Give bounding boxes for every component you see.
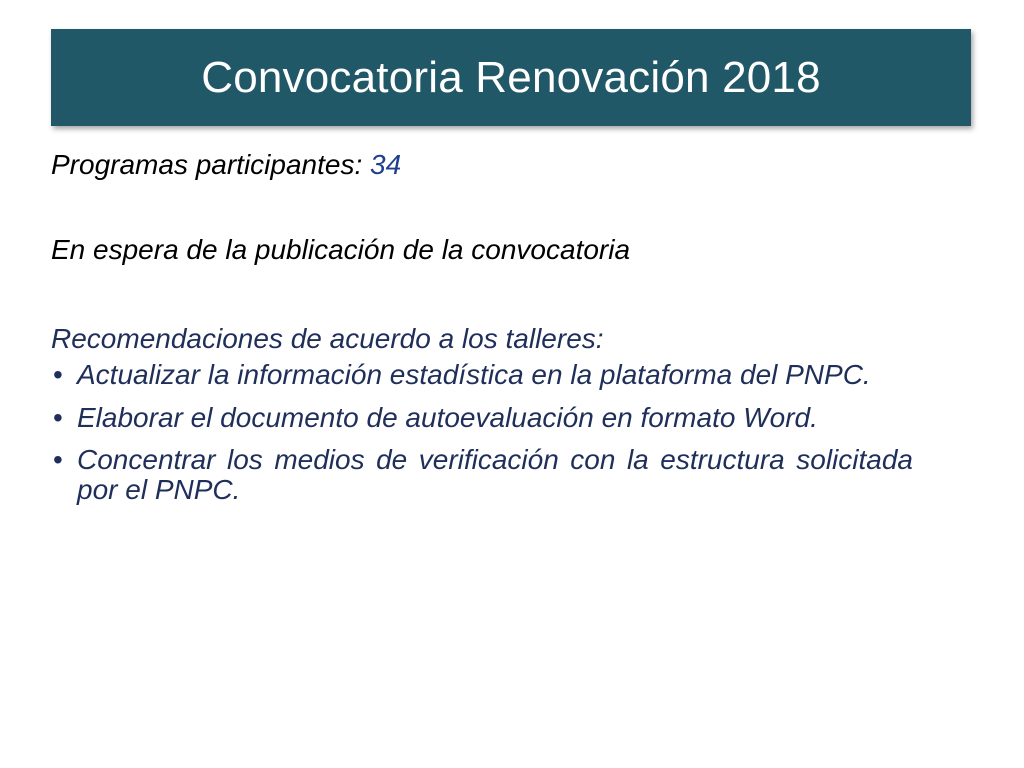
slide-body [51,150,913,517]
participants-value: 34 [370,149,402,180]
participants-line [51,150,913,181]
recommendations-list [51,360,913,505]
bullet-icon: • [53,359,63,391]
list-item [51,403,913,433]
recommendations-heading: Recomendaciones de acuerdo a los talleres: [51,322,604,354]
list-item [51,360,913,390]
list-item-text: Elaborar el documento de autoevaluación en formato Word. [77,401,818,433]
bullet-icon: • [53,401,63,433]
list-item-text: Actualizar la información estadística en la plataforma del PNPC. [77,359,871,391]
list-item-text: Concentrar los medios de verificación con la estructura solicitada por el PNPC. [77,443,913,506]
slide-title: Convocatoria Renovación 2018 [201,52,821,102]
status-line: En espera de la publicación de la convocatoria [51,233,631,265]
list-item [51,445,913,505]
participants-label: Programas participantes: [51,149,371,180]
bullet-icon: • [53,443,63,475]
title-bar [51,29,971,126]
